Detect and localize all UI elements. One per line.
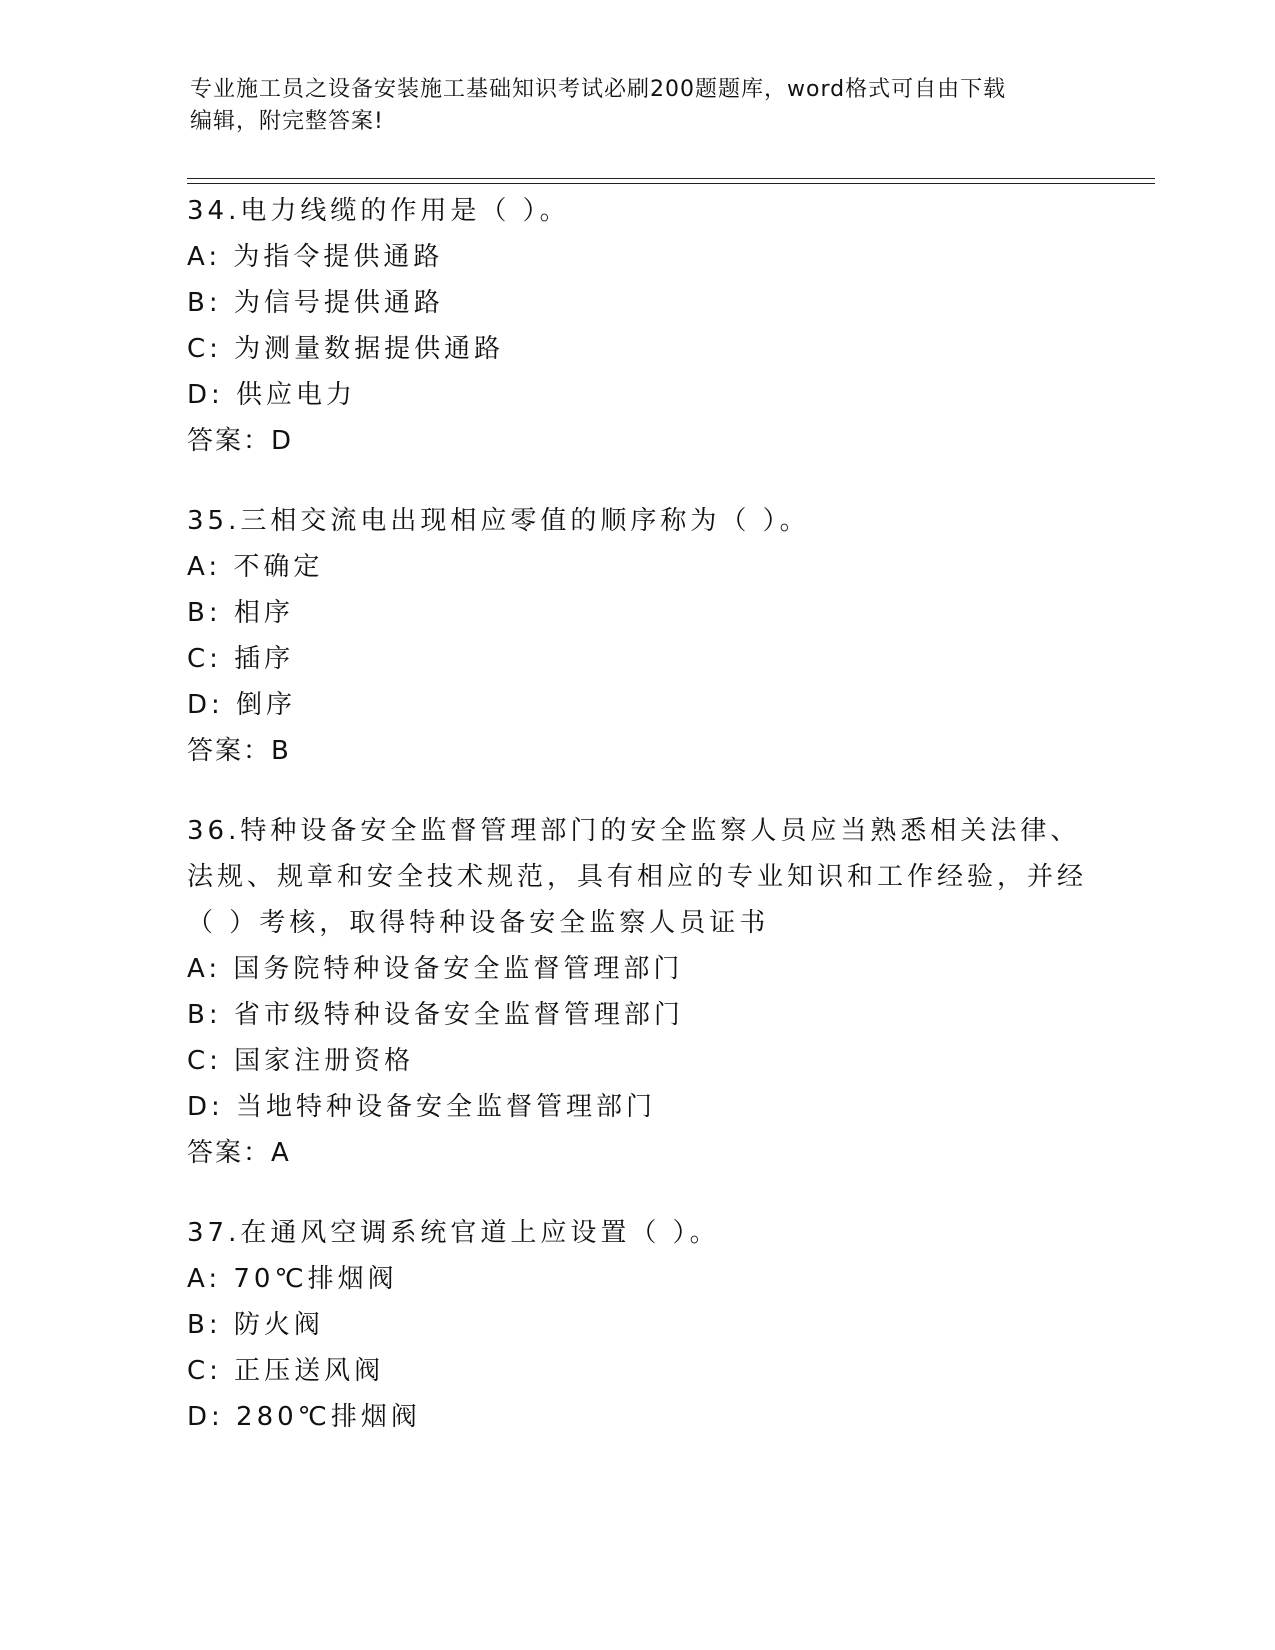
- option-a: A: 为指令提供通路: [187, 242, 444, 272]
- option-d: D: 280℃排烟阀: [187, 1402, 421, 1432]
- question-stem: 37.在通风空调系统官道上应设置（ ）。: [187, 1218, 720, 1248]
- option-c: C: 插序: [187, 644, 295, 674]
- question-34: [187, 188, 1087, 464]
- option-c: C: 正压送风阀: [187, 1356, 385, 1386]
- header-line-2: 编辑，附完整答案!: [190, 109, 384, 134]
- answer-line: 答案：D: [187, 426, 294, 456]
- question-list: [187, 188, 1087, 1474]
- option-b: B: 省市级特种设备安全监督管理部门: [187, 1000, 684, 1030]
- answer-line: 答案：B: [187, 736, 291, 766]
- option-a: A: 国务院特种设备安全监督管理部门: [187, 954, 684, 984]
- question-stem: 34.电力线缆的作用是（ ）。: [187, 196, 570, 226]
- answer-line: 答案：A: [187, 1138, 291, 1168]
- question-stem: 35.三相交流电出现相应零值的顺序称为（ ）。: [187, 506, 810, 536]
- header-divider-bottom: [187, 183, 1155, 184]
- option-b: B: 相序: [187, 598, 294, 628]
- question-36: [187, 808, 1087, 1176]
- option-d: D: 当地特种设备安全监督管理部门: [187, 1092, 657, 1122]
- option-c: C: 为测量数据提供通路: [187, 334, 505, 364]
- option-d: D: 供应电力: [187, 380, 357, 410]
- option-c: C: 国家注册资格: [187, 1046, 415, 1076]
- option-d: D: 倒序: [187, 690, 297, 720]
- option-b: B: 为信号提供通路: [187, 288, 444, 318]
- question-37: [187, 1210, 1087, 1440]
- question-stem: 36.特种设备安全监督管理部门的安全监察人员应当熟悉相关法律、法规、规章和安全技术规范，具有相应的专业知识和工作经验，并经（ ）考核，取得特种设备安全监察人员证书: [187, 816, 1088, 938]
- option-a: A: 70℃排烟阀: [187, 1264, 398, 1294]
- question-35: [187, 498, 1087, 774]
- header-line-1: 专业施工员之设备安装施工基础知识考试必刷200题题库，word格式可自由下载: [190, 77, 1007, 102]
- option-b: B: 防火阀: [187, 1310, 324, 1340]
- header-divider-top: [187, 178, 1155, 179]
- option-a: A: 不确定: [187, 552, 324, 582]
- document-header: [190, 74, 1090, 138]
